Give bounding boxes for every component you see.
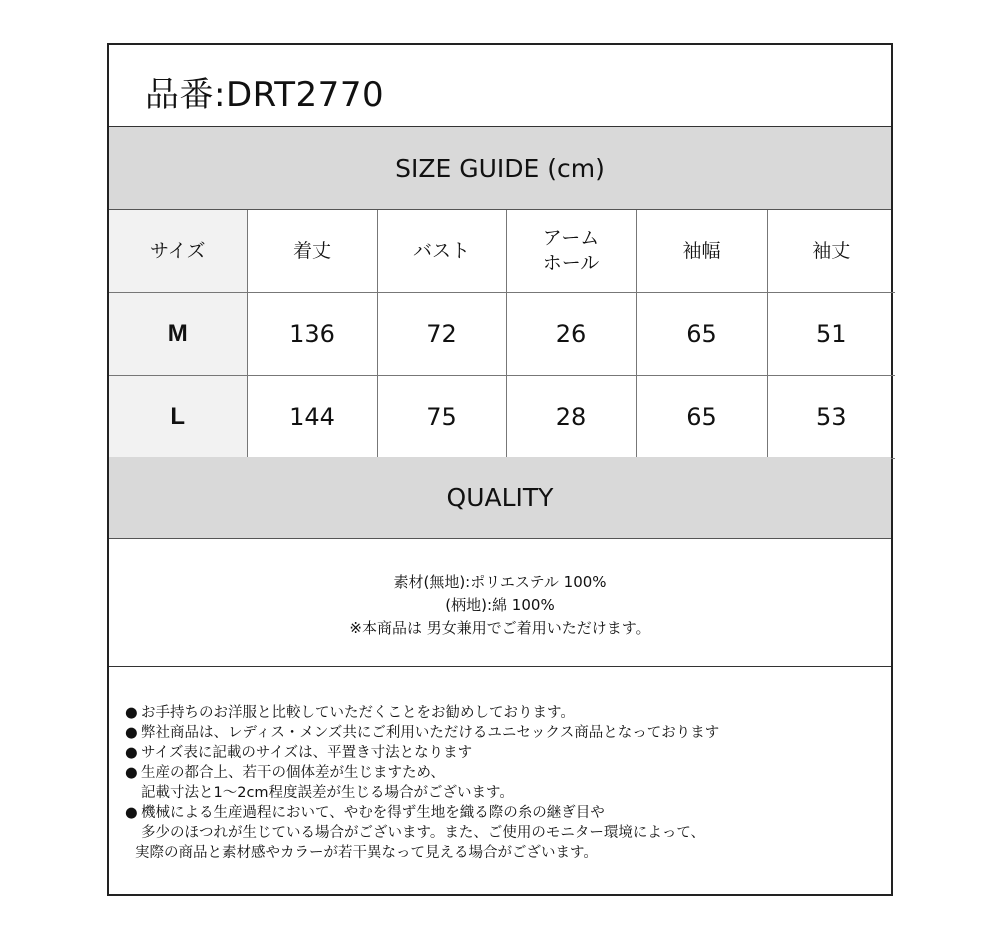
size-table [109, 210, 895, 459]
table-cell: 51 [767, 293, 895, 376]
bullet-icon: ● [125, 765, 138, 781]
bullet-icon: ● [125, 705, 138, 721]
note-text: お手持ちのお洋服と比較していただくことをお勧めしております。 [141, 705, 575, 721]
size-table-header-row [109, 210, 895, 293]
material-line: 素材(無地):ポリエステル 100% [393, 573, 607, 591]
notes-list [125, 703, 865, 863]
table-cell: 28 [506, 376, 636, 459]
table-cell: 136 [247, 293, 377, 376]
header-armhole: アーム ホール [506, 210, 636, 293]
note-text: 実際の商品と素材感やカラーが若干異なって見える場合がございます。 [135, 845, 598, 861]
table-row [109, 376, 895, 459]
note-text: 弊社商品は、レディス・メンズ共にご利用いただけるユニセックス商品となっております [141, 725, 720, 741]
table-cell: 65 [636, 293, 767, 376]
list-item-continuation [125, 783, 865, 803]
list-item [125, 743, 865, 763]
material-info [109, 539, 891, 667]
table-cell: 72 [377, 293, 506, 376]
list-item [125, 763, 865, 783]
note-text: 機械による生産過程において、やむを得ず生地を織る際の糸の継ぎ目や [141, 805, 605, 821]
list-item [125, 723, 865, 743]
table-row [109, 293, 895, 376]
quality-title: QUALITY [109, 457, 891, 539]
table-cell: 53 [767, 376, 895, 459]
note-text: 生産の都合上、若干の個体差が生じますため、 [141, 765, 445, 781]
bullet-icon: ● [125, 745, 138, 761]
header-length: 着丈 [247, 210, 377, 293]
header-size: サイズ [109, 210, 247, 293]
table-cell: 65 [636, 376, 767, 459]
list-item-continuation [125, 823, 865, 843]
size-guide-title: SIZE GUIDE (cm) [109, 127, 891, 210]
table-cell: 75 [377, 376, 506, 459]
list-item [125, 703, 865, 723]
size-guide-frame [107, 43, 893, 896]
size-label: L [109, 376, 247, 459]
note-text: 記載寸法と1〜2cm程度誤差が生じる場合がございます。 [141, 785, 514, 801]
unisex-note: ※本商品は 男女兼用でご着用いただけます。 [349, 619, 651, 637]
product-number: 品番:DRT2770 [145, 75, 385, 115]
list-item-continuation [125, 843, 865, 863]
list-item [125, 803, 865, 823]
header-bust: バスト [377, 210, 506, 293]
note-text: サイズ表に記載のサイズは、平置き寸法となります [141, 745, 473, 761]
header-sleeve-width: 袖幅 [636, 210, 767, 293]
table-cell: 26 [506, 293, 636, 376]
product-number-row [109, 45, 891, 127]
table-cell: 144 [247, 376, 377, 459]
bullet-icon: ● [125, 805, 138, 821]
header-sleeve-length: 袖丈 [767, 210, 895, 293]
material-line: (柄地):綿 100% [445, 596, 555, 614]
bullet-icon: ● [125, 725, 138, 741]
size-label: M [109, 293, 247, 376]
note-text: 多少のほつれが生じている場合がございます。また、ご使用のモニター環境によって、 [141, 825, 706, 841]
